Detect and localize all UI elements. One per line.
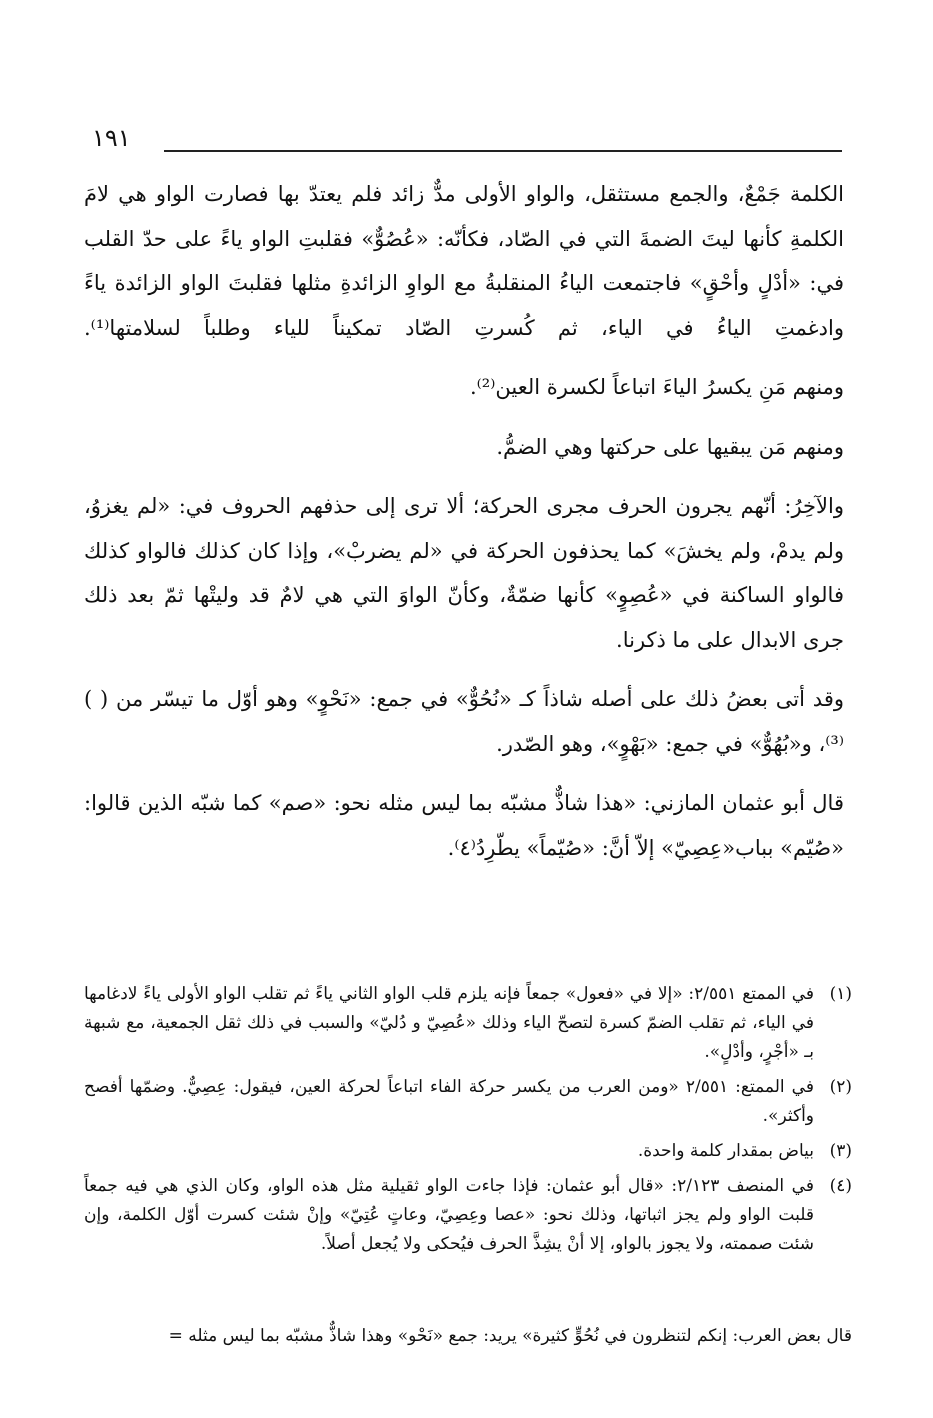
footnote-text: في المنصف ٢/١٢٣: «قال أبو عثمان: فإذا جاءت الواو ثقيلية مثل هذه الواو، وكان الذي هي فيه جمعاً قلبت الواو ولم يجز اثباتها، وذلك نحو: «عصا وعِصِيّ، وعاتٍ عُتِيّ» وإنْ شئت كسرت أوّل الكلمة، وإن شئت صممته، ولا يجوز بالواو، إلا أنْ يشِذَّ الحرف فيُحكى ولا يُجعل أصلاً. bbox=[84, 1176, 814, 1254]
footnote-2 bbox=[84, 1073, 852, 1131]
footnote-4 bbox=[84, 1172, 852, 1259]
paragraph-1: الكلمة جَمْعٌ، والجمع مستثقل، والواو الأولى مدٌّ زائد فلم يعتدّ بها فصارت الواو هي لامَ الكلمةِ كأنها ليتَ الضمةَ التي في الصّاد، فكأنّه: «عُصُوٌّ» فقلبتِ الواو ياءً على حدّ القلب في: «أدْلٍ وأحْقٍ» فاجتمعت الياءُ المنقلبةُ مع الواوِ الزائدةِ مثلها فقلبتَ الواو الزائدة ياءً وادغمتِ الياءُ في الياء، ثم كُسرتِ الصّاد تمكيناً للياء وطلباً لسلامتها⁽¹⁾. bbox=[84, 182, 844, 340]
footnote-1 bbox=[84, 980, 852, 1067]
footnote-number: (١) bbox=[829, 984, 852, 1004]
footnote-3 bbox=[84, 1137, 852, 1166]
header-rule bbox=[164, 150, 842, 152]
footnote-text: بياض بمقدار كلمة واحدة. bbox=[637, 1141, 814, 1161]
paragraph-2: ومنهم مَنِ يكسرُ الياءَ اتباعاً لكسرة العين⁽²⁾. bbox=[469, 375, 844, 399]
footnote-text: في الممتع ٢/٥٥١: «إلا في «فعول» جمعاً فإنه يلزم قلب الواو الثاني ياءً ثم تقلب الواو الأولى ياءً لادغامها في الياء، ثم تقلب الضمّ كسرة لتصحّ الياء وذلك «عُصِيّ و دُليّ» والسبب في ذلك ثقل الجمعية، مع شبهة بـ «أجْرٍ، وأدْلٍ». bbox=[84, 984, 814, 1062]
footnote-continuation: قال بعض العرب: إنكم لتنظرون في نُحُوٍّ كثيرة» يريد: جمع «نَحْو» وهذا شاذٌّ مشبّه بما ليس مثله = bbox=[168, 1326, 852, 1346]
page-header bbox=[92, 122, 842, 162]
footnotes bbox=[84, 980, 852, 1265]
page-number: ١٩١ bbox=[92, 124, 131, 152]
main-text bbox=[84, 172, 844, 885]
footnote-text: في الممتع: ٢/٥٥١ «ومن العرب من يكسر حركة الفاء اتباعاً لحركة العين، فيقول: عِصِيٌّ. وضمّها أفصح وأكثر». bbox=[84, 1077, 814, 1126]
paragraph-6: قال أبو عثمان المازني: «هذا شاذٌّ مشبّه بما ليس مثله نحو: «صم» كما شبّه الذين قالوا: «صُيّم» بباب«عِصِيّ» إلاّ أنَّ: «صُيّماً» يطّرِدُ⁽٤⁾. bbox=[84, 791, 844, 860]
paragraph-4: والآخِرُ: أنّهم يجرون الحرف مجرى الحركة؛ ألا ترى إلى حذفهم الحروف في: «لم يغزوُ، ولم يدمْ، ولم يخشَ» كما يحذفون الحركة في «لم يضربْ»، وإذا كان كذلك فالواو كذلك فالواو الساكنة في «عُصِوٍ» كأنها ضمّةٌ، وكأنّ الواوَ التي هي لامٌ قد وليتْها ثمّ بعد ذلك جرى الابدال على ما ذكرنا. bbox=[84, 494, 844, 652]
paragraph-5: وقد أتى بعضُ ذلك على أصله شاذاً كـ «نُحُوٌّ» في جمع: «نَحْوٍ» وهو أوّل ما تيسّر من ( )⁽³⁾، و«بُهُوٌّ» في جمع: «بَهْوٍ»، وهو الصّدر. bbox=[84, 687, 844, 756]
footnote-number: (٣) bbox=[829, 1141, 852, 1161]
footnote-number: (٢) bbox=[829, 1077, 852, 1097]
footnote-number: (٤) bbox=[829, 1176, 852, 1196]
paragraph-3: ومنهم مَن يبقيها على حركتها وهي الضمُّ. bbox=[496, 434, 844, 459]
